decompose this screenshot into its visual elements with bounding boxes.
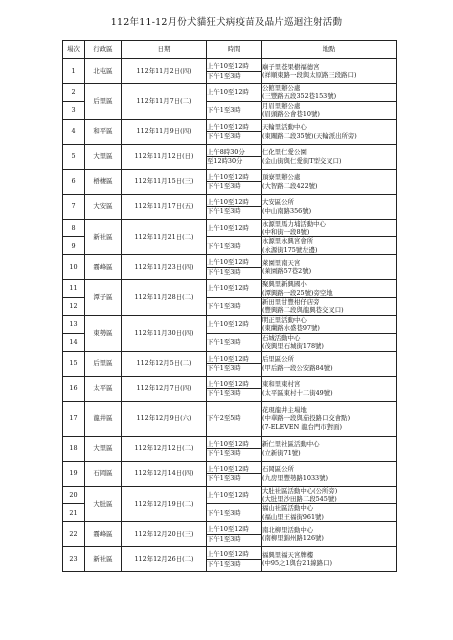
date-cell: 112年12月9日(六): [122, 401, 207, 436]
time-line: 下午1至3時: [207, 363, 261, 372]
location-cell: [262, 237, 397, 255]
location-cell: [262, 547, 397, 572]
location-line: (祥順東路一段與太原路三段路口): [262, 71, 357, 79]
time-line: 上午10至12時: [207, 197, 249, 206]
location-cell: [262, 401, 397, 436]
table-row: [63, 194, 397, 219]
date-cell: 112年11月2日(四): [122, 59, 207, 84]
table-row: [63, 461, 397, 486]
location-line: (中山南路356號): [262, 206, 312, 215]
time-cell: [207, 101, 262, 119]
date-cell: 112年12月26日(二): [122, 547, 207, 572]
time-line: 上午10至12時: [207, 550, 249, 559]
time-cell: [207, 436, 262, 461]
time-cell: [207, 169, 262, 194]
time-line: 上午10至12時: [207, 62, 249, 71]
session-number-cell: 4: [63, 119, 85, 144]
time-cell: [207, 255, 262, 280]
date-cell: 112年12月19日(二): [122, 486, 207, 522]
district-cell: 潭子區: [85, 280, 122, 316]
session-number-cell: 5: [63, 144, 85, 169]
time-line: 下午1至3時: [207, 534, 261, 543]
time-cell: [207, 504, 262, 522]
location-line: 永源里馬力埔活動中心: [262, 219, 326, 228]
location-line: (太平區東村十二街49號): [262, 388, 333, 397]
date-cell: 112年12月5日(二): [122, 351, 207, 376]
time-line: 至12時30分: [207, 156, 261, 165]
date-cell: 112年12月14日(四): [122, 461, 207, 486]
location-line: (南柳里錦州路126號): [262, 534, 324, 543]
time-cell: [207, 280, 262, 298]
time-cell: [207, 522, 262, 547]
time-line: 下午1至3時: [207, 473, 261, 482]
table-row: [63, 84, 397, 102]
date-cell: 112年11月23日(四): [122, 255, 207, 280]
location-cell: [262, 436, 397, 461]
location-cell: [262, 351, 397, 376]
time-line: 下午1至3時: [207, 267, 261, 276]
time-cell: [207, 547, 262, 572]
location-cell: [262, 461, 397, 486]
schedule-table: [62, 40, 397, 572]
table-row: [63, 547, 397, 572]
table-row: [63, 315, 397, 333]
session-number-cell: 2: [63, 84, 85, 102]
location-cell: [262, 119, 397, 144]
date-cell: 112年11月7日(二): [122, 84, 207, 120]
location-cell: [262, 101, 397, 119]
location-line: 花現龍井主場地: [262, 405, 307, 414]
time-line: 下午1至3時: [207, 388, 261, 397]
location-line: 石城活動中心: [262, 333, 301, 342]
time-line: 上午10至12時: [207, 490, 249, 499]
location-line: (7-ELEVEN 龍台門市對面): [262, 422, 343, 431]
session-number-cell: 16: [63, 376, 85, 401]
time-line: 下午2至5時: [207, 414, 241, 423]
location-cell: [262, 144, 397, 169]
header-row: [63, 41, 397, 59]
location-cell: [262, 219, 397, 237]
session-number-cell: 1: [63, 59, 85, 84]
location-line: 永源里永興宮會所: [262, 237, 314, 246]
location-line: 福興里福天宮牌樓: [262, 550, 314, 559]
location-line: (金山街與仁愛街T型交叉口): [262, 156, 342, 165]
time-line: 下午1至3時: [207, 559, 261, 568]
location-line: (永源街175號左邊): [262, 245, 318, 254]
location-line: 南北柳里活動中心: [262, 525, 314, 534]
table-row: [63, 169, 397, 194]
district-cell: 北屯區: [85, 59, 122, 84]
table-row: [63, 486, 397, 504]
session-number-cell: 13: [63, 315, 85, 333]
date-cell: 112年11月28日(二): [122, 280, 207, 316]
time-line: 下午1至3時: [207, 206, 261, 215]
location-line: 東和里東村宮: [262, 380, 301, 389]
time-cell: [207, 59, 262, 84]
time-cell: [207, 219, 262, 237]
date-cell: 112年11月17日(五): [122, 194, 207, 219]
table-row: [63, 119, 397, 144]
table-row: [63, 401, 397, 436]
time-line: 上午10至12時: [207, 223, 249, 232]
location-line: 聚興里新興國小: [262, 280, 307, 289]
location-cell: [262, 504, 397, 522]
location-line: 天輪里活動中心: [262, 123, 307, 132]
table-row: [63, 351, 397, 376]
time-line: 下午1至3時: [207, 241, 241, 250]
location-line: (甲后路一段公安路84號): [262, 363, 333, 372]
time-line: 上午10至12時: [207, 439, 249, 448]
header-date: 日期: [122, 41, 207, 59]
location-line: 大安區公所: [262, 198, 294, 207]
date-cell: 112年11月9日(四): [122, 119, 207, 144]
document-title: 112年11-12月份犬貓狂犬病疫苗及晶片巡迴注射活動: [110, 17, 343, 28]
district-cell: 霧峰區: [85, 522, 122, 547]
district-cell: 梧棲區: [85, 169, 122, 194]
location-line: (東蘭路水盛巷97號): [262, 324, 320, 333]
session-number-cell: 14: [63, 333, 85, 351]
district-cell: 新社區: [85, 219, 122, 255]
session-number-cell: 23: [63, 547, 85, 572]
table-row: [63, 280, 397, 298]
time-cell: [207, 119, 262, 144]
session-number-cell: 3: [63, 101, 85, 119]
time-line: 上午10至12時: [207, 284, 249, 293]
location-cell: [262, 59, 397, 84]
location-cell: [262, 84, 397, 102]
location-line: (萊園路57巷2號): [262, 267, 312, 276]
session-number-cell: 18: [63, 436, 85, 461]
location-cell: [262, 333, 397, 351]
header-session-no: 場次: [63, 41, 85, 59]
location-line: 頂寮里辦公處: [262, 173, 301, 182]
session-number-cell: 12: [63, 298, 85, 316]
location-line: 公館里辦公處: [262, 84, 301, 92]
location-line: 仁化里仁愛公園: [262, 148, 307, 157]
table-row: [63, 219, 397, 237]
table-row: [63, 144, 397, 169]
date-cell: 112年12月7日(四): [122, 376, 207, 401]
time-line: 下午1至3時: [207, 448, 261, 457]
location-line: 新田里甘豐柑仔店旁: [262, 298, 320, 307]
table-row: [63, 376, 397, 401]
date-cell: 112年11月12日(日): [122, 144, 207, 169]
location-line: (九房里豐勢路1033號): [262, 473, 328, 482]
district-cell: 石岡區: [85, 461, 122, 486]
district-cell: 大安區: [85, 194, 122, 219]
location-cell: [262, 376, 397, 401]
location-line: (眉頭路公會巷10號): [262, 110, 320, 119]
location-line: 新仁里社區活動中心: [262, 440, 320, 449]
time-cell: [207, 333, 262, 351]
session-number-cell: 7: [63, 194, 85, 219]
location-cell: [262, 315, 397, 333]
time-line: 上午10至12時: [207, 122, 249, 131]
time-line: 下午1至3時: [207, 337, 241, 346]
date-cell: 112年11月15日(三): [122, 169, 207, 194]
date-cell: 112年12月12日(二): [122, 436, 207, 461]
time-line: 上午10至12時: [207, 379, 249, 388]
table-row: [63, 255, 397, 280]
session-number-cell: 9: [63, 237, 85, 255]
time-cell: [207, 486, 262, 504]
time-cell: [207, 144, 262, 169]
location-cell: [262, 280, 397, 298]
time-line: 上午10至12時: [207, 525, 249, 534]
session-number-cell: 10: [63, 255, 85, 280]
location-line: (大肚里沙田路二段545號): [262, 494, 337, 503]
location-line: (潭興路一段25號)旁空地: [262, 288, 333, 297]
location-cell: [262, 169, 397, 194]
district-cell: 新社區: [85, 547, 122, 572]
location-line: 后里區公所: [262, 355, 294, 364]
location-line: (茂興里石城街178號): [262, 342, 324, 351]
district-cell: 太平區: [85, 376, 122, 401]
location-cell: [262, 486, 397, 504]
location-line: 大肚社區活動中心(公所旁): [262, 486, 338, 495]
location-line: (中95之1與台21線路口): [262, 559, 333, 568]
location-line: (東關路二段35號)(天輪派出所旁): [262, 131, 357, 140]
header-district: 行政區: [85, 41, 122, 59]
district-cell: 龍井區: [85, 401, 122, 436]
location-line: 月眉里辦公處: [262, 101, 301, 110]
time-line: 下午1至3時: [207, 302, 241, 311]
location-line: 明正里活動中心: [262, 315, 307, 324]
date-cell: 112年12月20日(三): [122, 522, 207, 547]
location-line: 萊園里南天宮: [262, 258, 301, 267]
location-line: (立新街71號): [262, 448, 301, 457]
time-cell: [207, 376, 262, 401]
location-cell: [262, 522, 397, 547]
district-cell: 大肚區: [85, 486, 122, 522]
session-number-cell: 15: [63, 351, 85, 376]
location-line: (大智路二段422號): [262, 181, 318, 190]
location-line: (中華路一段與茄投路口交會點): [262, 414, 351, 423]
header-location: 地點: [262, 41, 397, 59]
time-line: 上午8時30分: [207, 147, 245, 156]
time-line: 下午1至3時: [207, 508, 241, 517]
district-cell: 后里區: [85, 84, 122, 120]
table-row: [63, 436, 397, 461]
district-cell: 和平區: [85, 119, 122, 144]
location-cell: [262, 255, 397, 280]
session-number-cell: 22: [63, 522, 85, 547]
location-cell: [262, 298, 397, 316]
session-number-cell: 6: [63, 169, 85, 194]
time-cell: [207, 315, 262, 333]
session-number-cell: 11: [63, 280, 85, 298]
time-cell: [207, 298, 262, 316]
time-line: 上午10至12時: [207, 320, 249, 329]
time-cell: [207, 351, 262, 376]
session-number-cell: 21: [63, 504, 85, 522]
session-number-cell: 20: [63, 486, 85, 504]
district-cell: 霧峰區: [85, 255, 122, 280]
time-line: 上午10至12時: [207, 464, 249, 473]
session-number-cell: 17: [63, 401, 85, 436]
location-line: (豐興路二段與龍興巷交叉口): [262, 306, 344, 315]
time-cell: [207, 84, 262, 102]
district-cell: 大里區: [85, 436, 122, 461]
date-cell: 112年11月30日(四): [122, 315, 207, 351]
time-line: 上午10至12時: [207, 258, 249, 267]
time-cell: [207, 194, 262, 219]
time-line: 下午1至3時: [207, 71, 261, 80]
location-line: 廟子里苍果樹福德宮: [262, 62, 320, 71]
header-time: 時間: [207, 41, 262, 59]
location-line: (中和街一段8號): [262, 228, 310, 237]
location-line: 福山社區活動中心: [262, 504, 314, 513]
time-cell: [207, 237, 262, 255]
table-row: [63, 522, 397, 547]
location-line: 石岡區公所: [262, 465, 294, 474]
district-cell: 東勢區: [85, 315, 122, 351]
session-number-cell: 8: [63, 219, 85, 237]
district-cell: 大里區: [85, 144, 122, 169]
time-cell: [207, 461, 262, 486]
time-line: 上午10至12時: [207, 172, 249, 181]
table-row: [63, 59, 397, 84]
time-line: 上午10至12時: [207, 354, 249, 363]
district-cell: 后里區: [85, 351, 122, 376]
location-cell: [262, 194, 397, 219]
time-line: 上午10至12時: [207, 88, 249, 97]
session-number-cell: 19: [63, 461, 85, 486]
location-line: (福山里王福街961號): [262, 512, 324, 521]
date-cell: 112年11月21日(二): [122, 219, 207, 255]
time-line: 下午1至3時: [207, 131, 261, 140]
time-line: 下午1至3時: [207, 106, 241, 115]
time-cell: [207, 401, 262, 436]
location-line: (三豐路五段352巷153號): [262, 92, 337, 101]
schedule-body: [63, 59, 397, 572]
time-line: 下午1至3時: [207, 181, 261, 190]
